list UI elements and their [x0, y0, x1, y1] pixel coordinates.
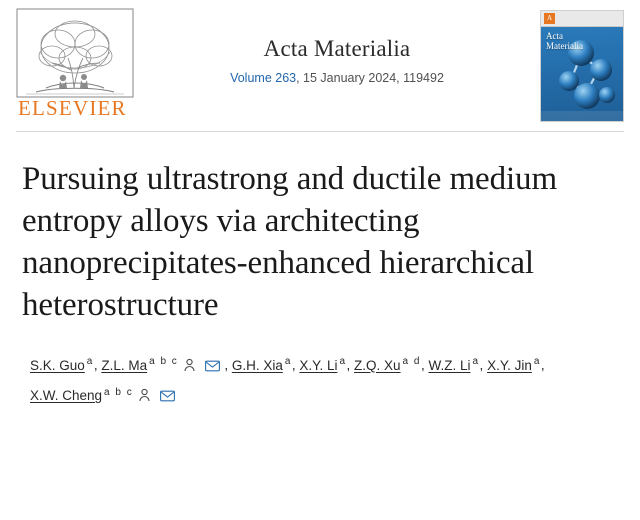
- author-3[interactable]: [232, 358, 292, 373]
- author-affiliation-markers[interactable]: a d: [402, 356, 421, 367]
- author-affiliation-markers[interactable]: a b c: [104, 386, 134, 398]
- author-separator: ,: [346, 357, 355, 373]
- cover-title-line1: Acta: [546, 31, 563, 41]
- envelope-icon[interactable]: [160, 390, 175, 402]
- journal-volume[interactable]: Volume 263: [230, 71, 297, 85]
- page-header: [0, 0, 640, 132]
- author-affiliation-markers[interactable]: a: [472, 356, 480, 367]
- journal-issue-meta: [134, 71, 540, 85]
- author-2[interactable]: [101, 358, 224, 373]
- author-separator: ,: [479, 357, 488, 373]
- author-7[interactable]: [487, 358, 541, 373]
- author-list: [30, 348, 618, 409]
- journal-cover-thumbnail[interactable]: [540, 10, 624, 122]
- header-divider: [16, 131, 624, 132]
- page-title: Pursuing ultrastrong and ductile medium entropy alloys via architecting nanoprecipitates-enhanced hierarchical heterostructure: [22, 161, 558, 323]
- author-1[interactable]: [30, 358, 94, 373]
- journal-title[interactable]: Acta Materialia: [263, 36, 411, 61]
- publisher-name: ELSEVIER: [18, 96, 127, 120]
- author-affiliation-markers[interactable]: a: [339, 356, 347, 367]
- cover-title-line2: Materialia: [546, 41, 583, 51]
- author-name[interactable]: S.K. Guo: [30, 357, 85, 373]
- cover-title: [546, 31, 583, 51]
- author-name[interactable]: X.Y. Li: [299, 357, 338, 373]
- person-icon[interactable]: [138, 388, 151, 402]
- author-name[interactable]: X.W. Cheng: [30, 388, 103, 403]
- envelope-icon[interactable]: [205, 360, 220, 372]
- author-name[interactable]: G.H. Xia: [231, 357, 283, 373]
- cover-badge: A: [544, 13, 555, 24]
- author-separator: ,: [224, 357, 232, 373]
- author-affiliation-markers[interactable]: a b c: [149, 356, 179, 367]
- author-affiliation-markers[interactable]: a: [86, 356, 94, 367]
- author-separator: ,: [291, 357, 300, 373]
- author-affiliation-markers[interactable]: a: [284, 356, 292, 367]
- author-separator: ,: [420, 357, 429, 373]
- author-name[interactable]: W.Z. Li: [428, 357, 471, 373]
- journal-info: [134, 8, 540, 85]
- publisher-logo[interactable]: [16, 8, 134, 121]
- author-separator: ,: [93, 357, 102, 373]
- elsevier-tree-icon: [16, 8, 134, 98]
- author-name[interactable]: Z.Q. Xu: [354, 357, 401, 373]
- author-name[interactable]: X.Y. Jin: [487, 357, 532, 373]
- author-6[interactable]: [428, 358, 479, 373]
- person-icon[interactable]: [183, 358, 196, 372]
- author-affiliation-markers[interactable]: a: [533, 356, 541, 367]
- author-5[interactable]: [354, 358, 421, 373]
- author-name[interactable]: Z.L. Ma: [101, 357, 148, 373]
- author-separator: ,: [540, 357, 545, 373]
- cover-footer-band: [541, 111, 623, 121]
- journal-issue-date: , 15 January 2024, 119492: [296, 71, 444, 85]
- author-4[interactable]: [299, 358, 346, 373]
- author-8[interactable]: [30, 388, 179, 403]
